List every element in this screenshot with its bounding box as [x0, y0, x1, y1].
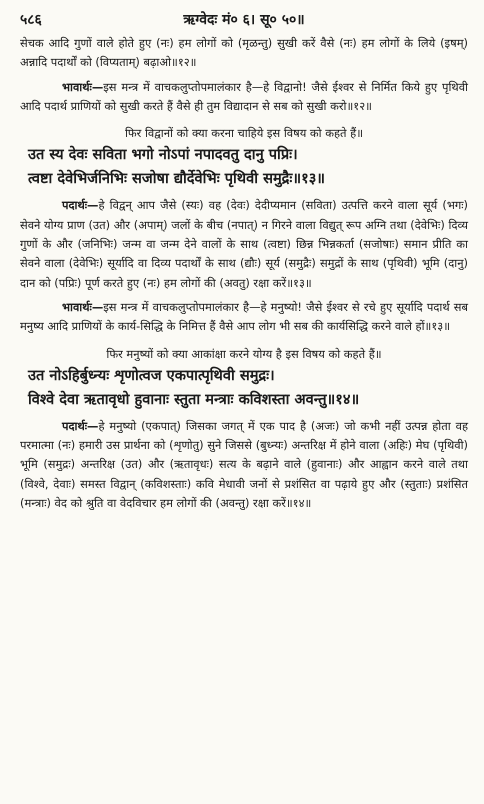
- bhavartha-13: [20, 298, 468, 337]
- padartha-label: पदार्थः—: [62, 418, 99, 433]
- mantra-13-line-2: त्वष्टा देवेभिर्जनिभिः सजोषा द्यौर्देवेभिः पृथिवी समुद्रैः॥१३॥: [28, 170, 326, 188]
- page-number: ५८६: [20, 12, 42, 28]
- bhavartha-text: इस मन्त्र में वाचकलुप्तोपमालंकार है—हे मनुष्यो! जैसे ईश्वर से रचे हुए सूर्यादि पदार्थ सब मनुष्य आदि प्राणियों के कार्य-सिद्धि के निमित्त हैं वैसे आप लोग भी सब की कार्यसिद्धि करने वाले हों॥१३॥: [20, 299, 468, 334]
- bhavartha-label: भावार्थः—: [62, 79, 104, 94]
- bhavartha-text: इस मन्त्र में वाचकलुप्तोपमालंकार है—हे विद्वानो! जैसे ईश्वर से निर्मित किये हुए पृथिवी आदि पदार्थ प्राणियों को सुखी करते हैं वैसे ही तुम विद्यादान से सब को सुखी करो॥१२॥: [20, 79, 468, 113]
- bhavartha-label: भावार्थः—: [62, 299, 104, 314]
- mantra-14-line-2: विश्वे देवा ऋतावृधो हुवानाः स्तुता मन्त्राः कविशस्ता अवन्तु॥१४॥: [28, 390, 360, 408]
- padartha-13: [20, 196, 468, 292]
- padartha-label: पदार्थः—: [62, 198, 99, 213]
- mantra-14-line-1: उत नोऽहिर्बुध्न्यः शृणोत्वज एकपात्पृथिवी समुद्रः।: [28, 366, 275, 384]
- page-header: [20, 10, 468, 34]
- intro-13: फिर विद्वानों को क्या करना चाहिये इस विषय को कहते हैं॥: [124, 126, 364, 141]
- mantra-13-line-1: उत स्य देवः सविता भगो नोऽपां नपादवतु दानु पप्रिः।: [28, 146, 298, 164]
- continuation-paragraph: सेचक आदि गुणों वाले होते हुए (नः) हम लोगों को (मृळन्तु) सुखी करें वैसे (नः) हम लोगों के लिये (इषम्) अन्नादि पदार्थों को (विप्यताम्) बढ़ाओ॥१२॥: [20, 36, 468, 70]
- bhavartha-12: [20, 78, 468, 117]
- padartha-text: हे मनुष्यो (एकपात्) जिसका जगत् में एक पाद है (अजः) जो कभी नहीं उत्पन्न होता वह परमात्मा (नः) हमारी उस प्रार्थना को (शृणोतु) सुने जिससे (बुध्न्यः) अन्तरिक्ष में होने वाला (अहिः) मेघ (पृथिवी) भूमि (समुद्रः) अन्तरिक्ष (उत) और (ऋतावृधः) सत्य के बढ़ाने वाले (हुवानाः) और आह्वान करने वाले तथा (विश्वे, देवाः) समस्त विद्वान् (कविशस्ताः) कवि मेधावी जनों से प्रशंसित वा पढ़ाये हुए और (स्तुताः) प्रशंसित (मन्त्राः) वेद को श्रुति वा वेदविचार हम लोगों की (अवन्तु) रक्षा करें॥१४॥: [20, 418, 468, 511]
- intro-14: फिर मनुष्यों को क्या आकांक्षा करने योग्य है इस विषय को कहते हैं॥: [106, 346, 382, 361]
- running-title: ऋग्वेदः मं० ६। सू० ५०॥: [183, 12, 305, 28]
- padartha-text: हे विद्वन् आप जैसे (स्यः) वह (देवः) देदीप्यमान (सविता) उत्पत्ति करने वाला सूर्य (भगः) सेवने योग्य प्राण (उत) और (अपाम्) जलों के बीच (नपात्) न गिरने वाला विद्युत् रूप अग्नि तथा (देवेभिः) दिव्य गुणों के और (जनिभिः) जन्म वा जन्म देने वालों के साथ (त्वष्टा) छिन्न भिन्नकर्ता (सजोषाः) समान प्रीति का सेवने वाला (देवेभिः) सूर्यादि वा दिव्य पदार्थों के साथ (द्यौः) सूर्य (समुद्रैः) समुद्रों के साथ (पृथिवी) भूमि (दानु) दान को (पप्रिः) पूर्ण करते हुए (नः) हम लोगों की (अवतु) रक्षा करें॥१३॥: [20, 198, 468, 290]
- padartha-14: [20, 417, 468, 513]
